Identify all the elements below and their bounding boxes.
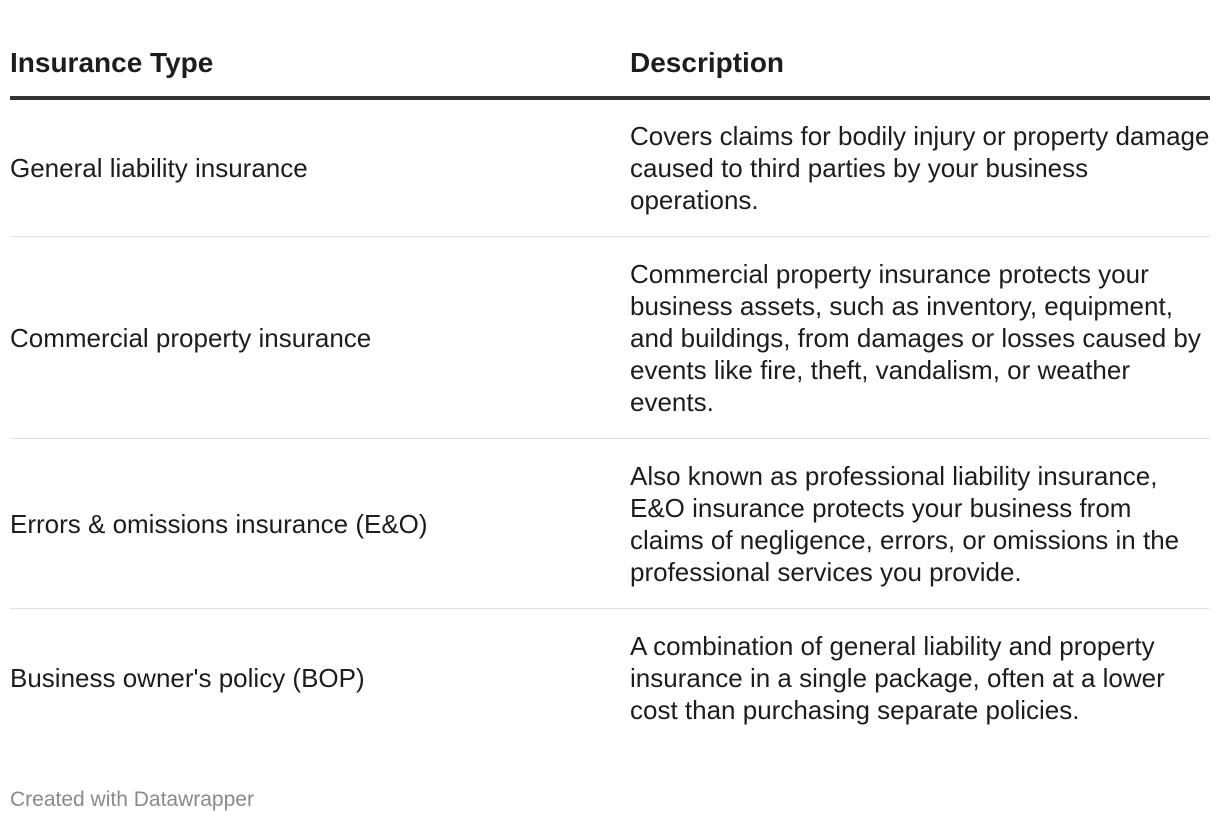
datawrapper-credit: Created with Datawrapper xyxy=(10,788,254,811)
table-body xyxy=(10,98,1210,747)
column-header-description: Description xyxy=(630,38,1210,98)
table-header xyxy=(10,38,1210,98)
table-row xyxy=(10,609,1210,747)
column-header-insurance-type: Insurance Type xyxy=(10,38,630,98)
description-cell: Also known as professional liability insurance, E&O insurance protects your business from claims of negligence, errors, or omissions in the professional services you provide. xyxy=(630,439,1210,609)
description-cell: Covers claims for bodily injury or property damage caused to third parties by your business operations. xyxy=(630,98,1210,237)
insurance-type-cell: Business owner's policy (BOP) xyxy=(10,662,365,693)
table-row xyxy=(10,98,1210,237)
insurance-table-container xyxy=(10,38,1210,747)
table-row xyxy=(10,237,1210,439)
insurance-type-cell: Commercial property insurance xyxy=(10,237,630,439)
description-cell: A combination of general liability and property insurance in a single package, often at a lower cost than purchasing separate policies. xyxy=(630,630,1165,725)
insurance-table xyxy=(10,38,1210,747)
header-row xyxy=(10,38,1210,98)
insurance-type-cell: General liability insurance xyxy=(10,98,630,237)
description-cell: Commercial property insurance protects your business assets, such as inventory, equipment, and buildings, from damages or losses caused by events like fire, theft, vandalism, or weather events. xyxy=(630,237,1210,439)
table-row xyxy=(10,439,1210,609)
insurance-type-cell: Errors & omissions insurance (E&O) xyxy=(10,439,630,609)
